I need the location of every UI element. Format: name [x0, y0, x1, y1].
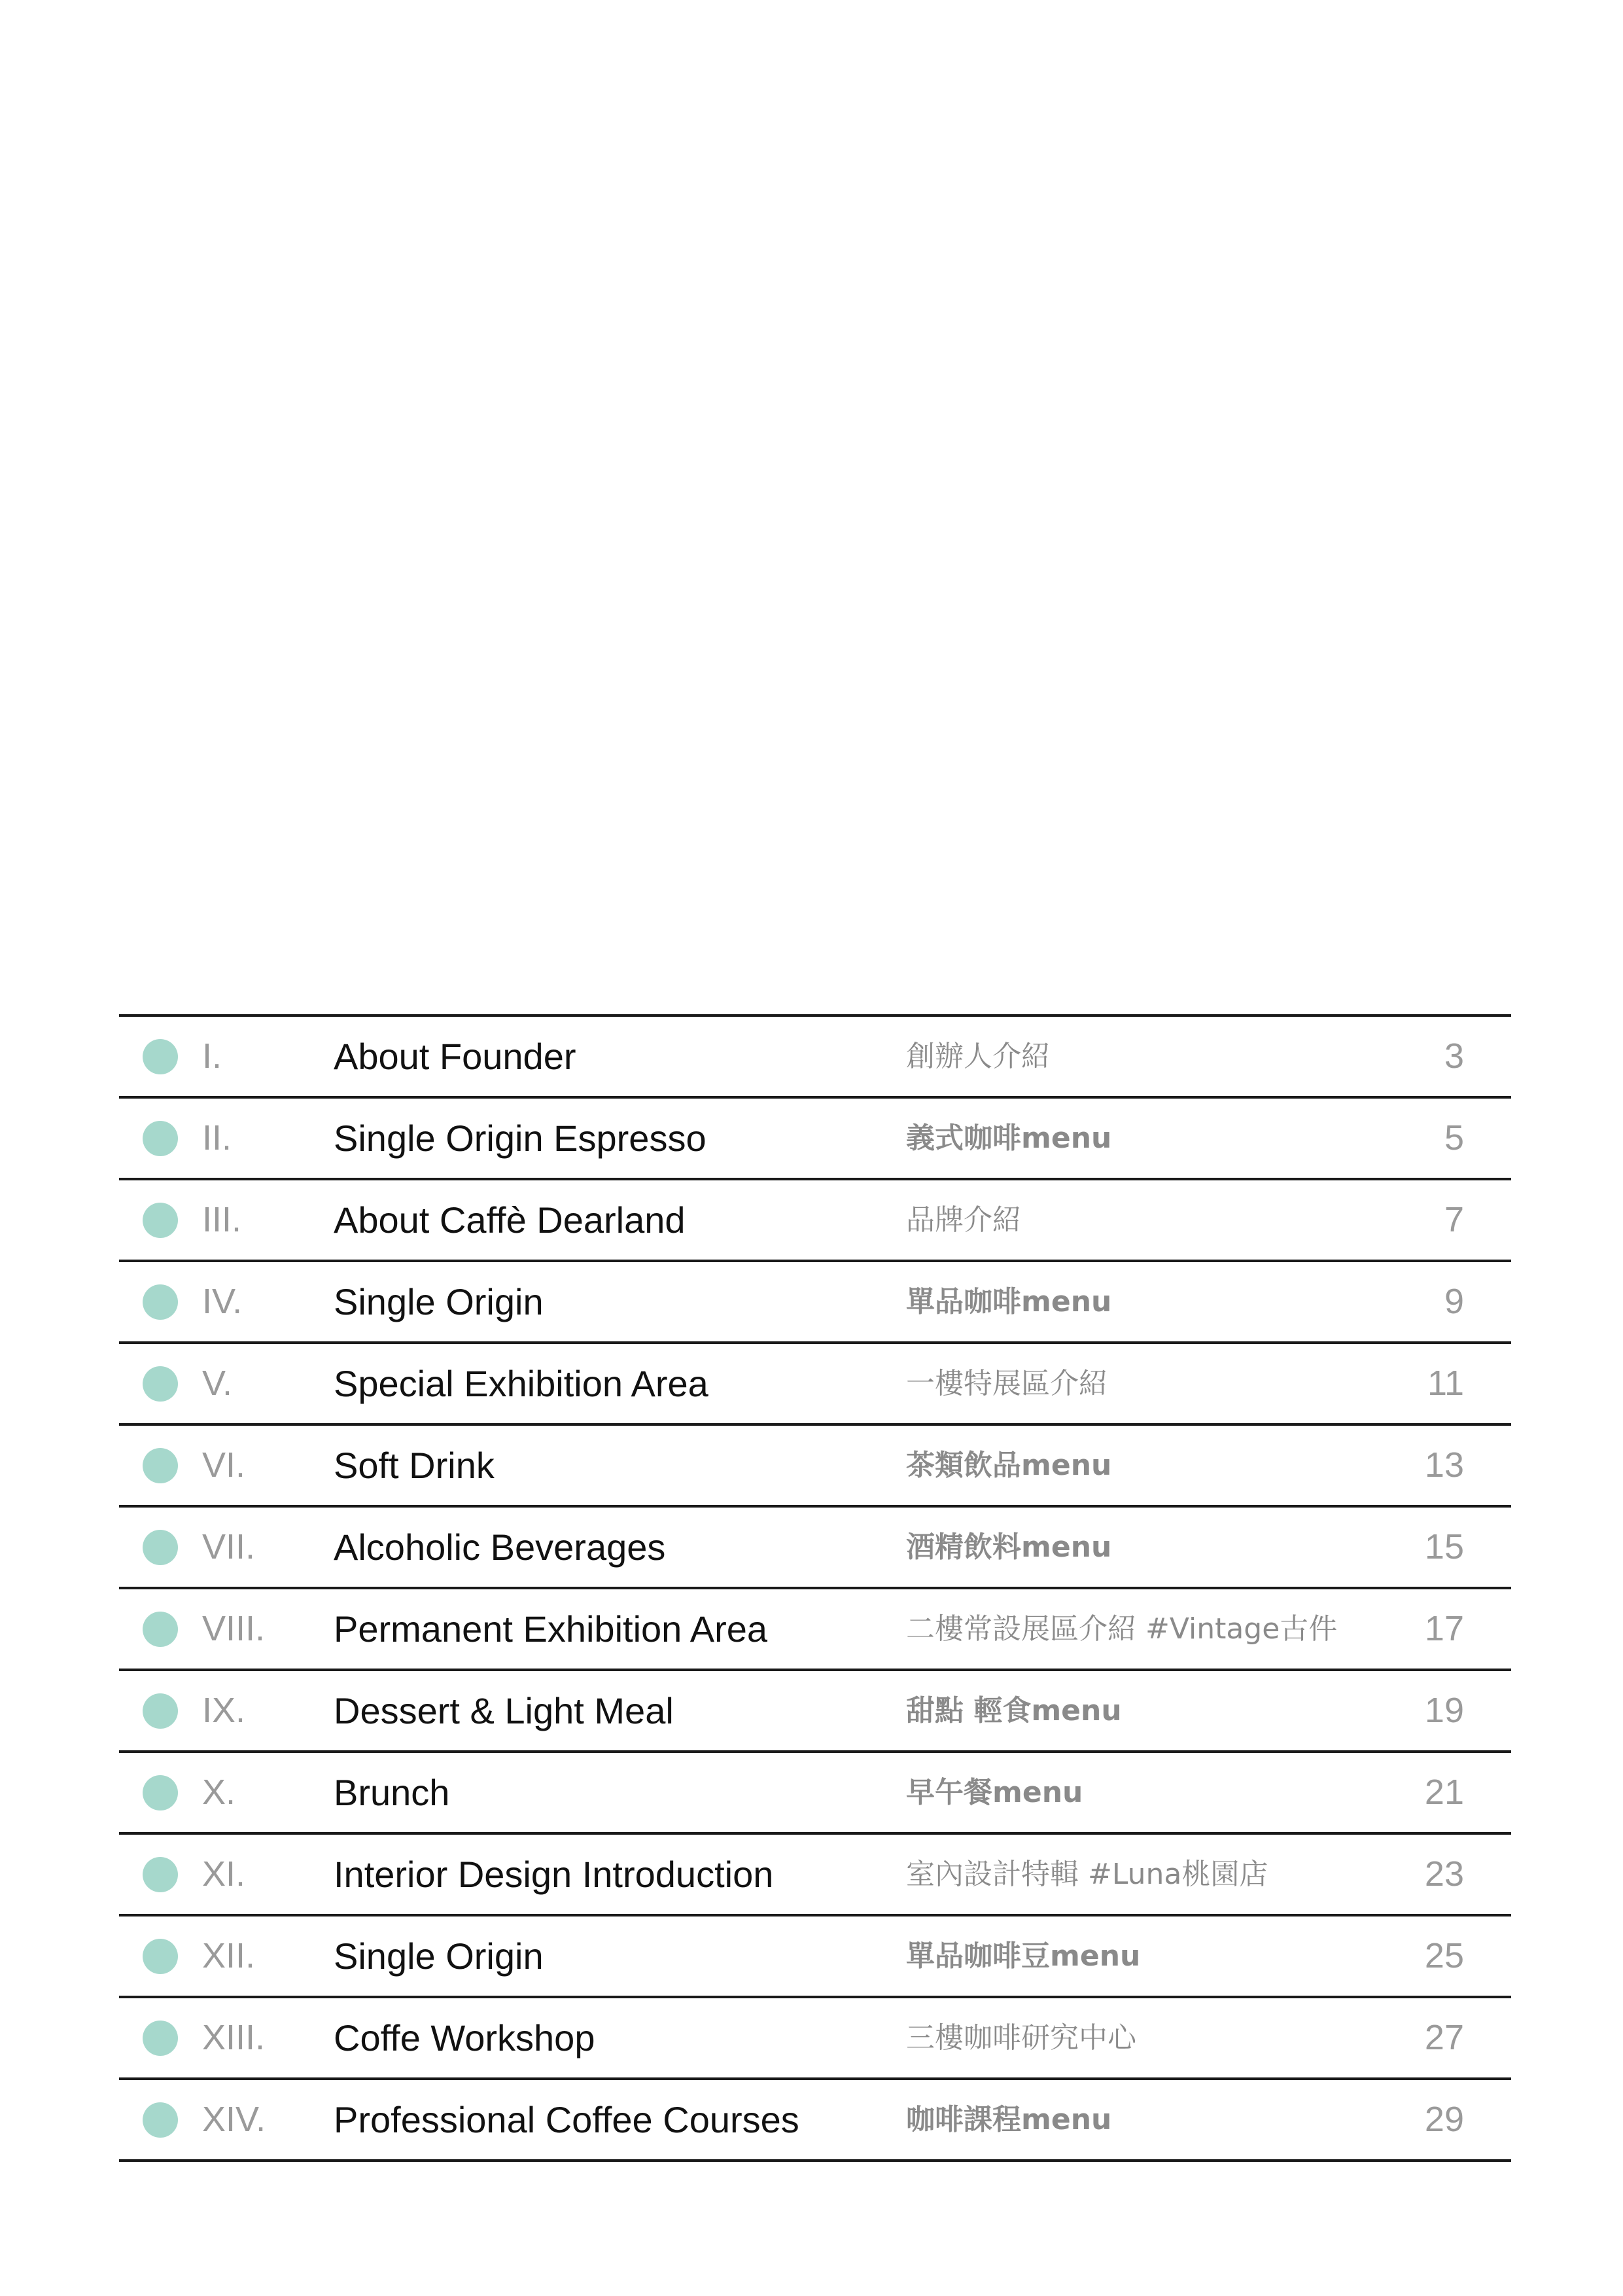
toc-subtitle: 義式咖啡menu	[906, 1122, 1112, 1155]
toc-subtitle: 甜點 輕食menu	[906, 1694, 1122, 1727]
bullet-dot-icon	[143, 1448, 178, 1483]
toc-numeral: V.	[202, 1364, 233, 1403]
toc-subtitle: 單品咖啡豆menu	[906, 1939, 1141, 1973]
toc-numeral: II.	[202, 1118, 232, 1157]
bullet-dot-icon	[143, 1530, 178, 1565]
toc-subtitle: 酒精飲料menu	[906, 1530, 1112, 1564]
toc-title: Dessert & Light Meal	[334, 1690, 674, 1731]
toc-subtitle: 三樓咖啡研究中心	[906, 2021, 1136, 2055]
toc-title: Alcoholic Beverages	[334, 1527, 666, 1568]
bullet-dot-icon	[143, 1775, 178, 1810]
toc-row[interactable]	[119, 1344, 1511, 1426]
bullet-dot-icon	[143, 1693, 178, 1729]
toc-page-number: 17	[1424, 1609, 1464, 1648]
bullet-dot-icon	[143, 1939, 178, 1974]
toc-page-number: 3	[1444, 1036, 1464, 1076]
toc-subtitle: 茶類飲品menu	[906, 1449, 1112, 1482]
toc-title: About Caffè Dearland	[334, 1199, 686, 1241]
toc-subtitle: 二樓常設展區介紹 #Vintage古件	[906, 1612, 1338, 1646]
toc-page-number: 25	[1424, 1936, 1464, 1975]
toc-row[interactable]	[119, 1753, 1511, 1835]
toc-numeral: XII.	[202, 1936, 256, 1975]
toc-numeral: IV.	[202, 1282, 243, 1321]
bullet-dot-icon	[143, 1121, 178, 1156]
bullet-dot-icon	[143, 1203, 178, 1238]
toc-subtitle: 早午餐menu	[906, 1776, 1083, 1809]
toc-row[interactable]	[119, 1998, 1511, 2080]
toc-numeral: IX.	[202, 1691, 246, 1730]
toc-subtitle: 品牌介紹	[906, 1203, 1021, 1237]
bullet-dot-icon	[143, 1612, 178, 1647]
toc-page-number: 5	[1444, 1118, 1464, 1157]
toc-page-number: 29	[1424, 2100, 1464, 2139]
toc-title: Coffe Workshop	[334, 2017, 595, 2058]
bullet-dot-icon	[143, 1366, 178, 1402]
toc-page-number: 23	[1424, 1854, 1464, 1894]
toc-title: About Founder	[334, 1036, 576, 1077]
toc-page-number: 15	[1424, 1527, 1464, 1566]
toc-subtitle: 單品咖啡menu	[906, 1285, 1112, 1318]
toc-numeral: VIII.	[202, 1609, 266, 1648]
toc-page-number: 19	[1424, 1691, 1464, 1730]
toc-numeral: XI.	[202, 1854, 246, 1894]
toc-page-number: 21	[1424, 1773, 1464, 1812]
toc-numeral: X.	[202, 1773, 236, 1812]
toc-title: Single Origin Espresso	[334, 1118, 707, 1159]
toc-numeral: VI.	[202, 1445, 246, 1485]
bullet-dot-icon	[143, 1857, 178, 1892]
toc-row[interactable]	[119, 1017, 1511, 1099]
toc-subtitle: 創辦人介紹	[906, 1040, 1050, 1073]
toc-row[interactable]	[119, 1671, 1511, 1753]
toc-page-number: 13	[1424, 1445, 1464, 1485]
toc-row[interactable]	[119, 1835, 1511, 1916]
table-of-contents	[119, 1014, 1511, 2162]
toc-row[interactable]	[119, 1508, 1511, 1589]
toc-title: Special Exhibition Area	[334, 1363, 708, 1404]
toc-row[interactable]	[119, 1099, 1511, 1180]
toc-row[interactable]	[119, 1916, 1511, 1998]
toc-title: Soft Drink	[334, 1445, 495, 1486]
toc-numeral: XIII.	[202, 2018, 266, 2057]
toc-title: Single Origin	[334, 1935, 544, 1977]
toc-title: Single Origin	[334, 1281, 544, 1322]
toc-page-number: 9	[1444, 1282, 1464, 1321]
toc-row[interactable]	[119, 1262, 1511, 1344]
toc-numeral: VII.	[202, 1527, 256, 1566]
toc-title: Permanent Exhibition Area	[334, 1608, 768, 1650]
toc-row[interactable]	[119, 1180, 1511, 1262]
toc-page-number: 7	[1444, 1200, 1464, 1239]
toc-row[interactable]	[119, 2080, 1511, 2162]
toc-page-number: 27	[1424, 2018, 1464, 2057]
toc-title: Professional Coffee Courses	[334, 2099, 799, 2140]
toc-numeral: XIV.	[202, 2100, 266, 2139]
bullet-dot-icon	[143, 2021, 178, 2056]
bullet-dot-icon	[143, 1284, 178, 1320]
toc-numeral: I.	[202, 1036, 222, 1076]
toc-title: Brunch	[334, 1772, 450, 1813]
bullet-dot-icon	[143, 2102, 178, 2138]
toc-subtitle: 室內設計特輯 #Luna桃園店	[906, 1858, 1268, 1891]
bullet-dot-icon	[143, 1039, 178, 1074]
toc-numeral: III.	[202, 1200, 242, 1239]
toc-subtitle: 咖啡課程menu	[906, 2103, 1112, 2136]
toc-row[interactable]	[119, 1589, 1511, 1671]
toc-subtitle: 一樓特展區介紹	[906, 1367, 1108, 1400]
toc-title: Interior Design Introduction	[334, 1854, 774, 1895]
toc-row[interactable]	[119, 1426, 1511, 1508]
toc-page-number: 11	[1427, 1364, 1464, 1403]
